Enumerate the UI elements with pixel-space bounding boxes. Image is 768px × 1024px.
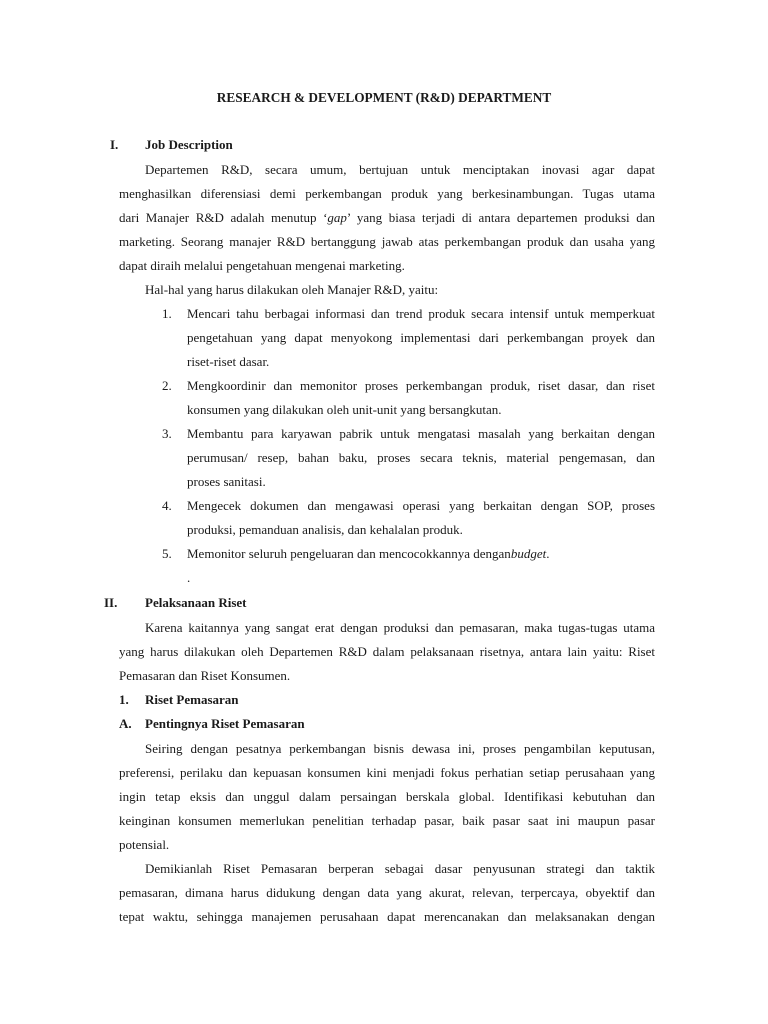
list-item-number: 1.: [162, 306, 172, 321]
list-item-number: 2.: [162, 378, 172, 393]
section-1-para1-line: dapat diraih melalui pengetahuan mengenai marketing.: [119, 258, 405, 273]
list-item-number: 5.: [162, 546, 172, 561]
section-2-para2-line: keinginan konsumen memerlukan penelitian terhadap pasar, baik pasar saat ini maupun pasar: [119, 813, 655, 828]
section-1-intro: Hal-hal yang harus dilakukan oleh Manajer R&D, yaitu:: [145, 282, 439, 297]
section-1-numeral: I.: [110, 137, 119, 152]
list-item-line: Membantu para karyawan pabrik untuk mengatasi masalah yang berkaitan dengan: [187, 426, 655, 441]
section-2-para3-line: pemasaran, dimana harus didukung dengan data yang akurat, relevan, terpercaya, obyektif dan: [119, 885, 655, 900]
section-2-para3-line: tepat waktu, sehingga manajemen perusahaan dapat merencanakan dan melaksanakan dengan: [119, 909, 655, 924]
section-2-para1-line: yang harus dilakukan oleh Departemen R&D dalam pelaksanaan risetnya, antara lain yaitu: Riset: [119, 644, 655, 659]
section-2-para1-line: Karena kaitannya yang sangat erat dengan produksi dan pemasaran, maka tugas-tugas utama: [145, 620, 655, 635]
section-2-para2-line: potensial.: [119, 837, 170, 852]
list-item-number: 3.: [162, 426, 172, 441]
section-2-heading: Pelaksanaan Riset: [145, 595, 247, 610]
list-item-line: produksi, pemanduan analisis, dan kehalalan produk.: [187, 522, 463, 537]
section-1-para1-line: Departemen R&D, secara umum, bertujuan untuk menciptakan inovasi agar dapat: [145, 162, 655, 177]
section-1-para1-line: menghasilkan diferensiasi demi perkembangan produk yang berkesinambungan. Tugas utama: [119, 186, 655, 201]
list-item-number: 4.: [162, 498, 172, 513]
list-item-line: Mengkoordinir dan memonitor proses perkembangan produk, riset dasar, dan riset: [187, 378, 655, 393]
list-item-line: Mencari tahu berbagai informasi dan trend produk secara intensif untuk memperkuat: [187, 306, 655, 321]
subsection-1-number: 1.: [119, 692, 129, 707]
list-item-line: konsumen yang dilakukan oleh unit-unit yang bersangkutan.: [187, 402, 502, 417]
section-1-para1-line: marketing. Seorang manajer R&D bertanggung jawab atas perkembangan produk dan usaha yang: [119, 234, 655, 249]
section-2-para2-line: preferensi, perilaku dan kepuasan konsumen kini menjadi fokus perhatian setiap perusahaan yang: [119, 765, 655, 780]
section-2-para2-line: Seiring dengan pesatnya perkembangan bisnis dewasa ini, proses pengambilan keputusan,: [145, 741, 655, 756]
list-item-line: Mengecek dokumen dan mengawasi operasi yang berkaitan dengan SOP, proses: [187, 498, 655, 513]
document-title: RESEARCH & DEVELOPMENT (R&D) DEPARTMENT: [216, 90, 552, 105]
subsection-a-heading: Pentingnya Riset Pemasaran: [145, 716, 305, 731]
list-item-line: proses sanitasi.: [187, 474, 266, 489]
list-item-line: riset-riset dasar.: [187, 354, 270, 369]
section-2-numeral: II.: [104, 595, 118, 610]
list-item-line: pengetahuan yang dapat menyokong implementasi dari perkembangan proyek dan: [187, 330, 655, 345]
list-item-line: perumusan/ resep, bahan baku, proses secara teknis, material pengemasan, dan: [187, 450, 655, 465]
section-2-para2-line: ingin tetap eksis dan unggul dalam persaingan berskala global. Identifikasi kebutuhan dan: [119, 789, 655, 804]
section-1-heading: Job Description: [145, 137, 233, 152]
list-item-line: Memonitor seluruh pengeluaran dan mencocokkannya denganbudget.: [187, 546, 550, 561]
subsection-a-letter: A.: [119, 716, 132, 731]
section-2-para3-line: Demikianlah Riset Pemasaran berperan sebagai dasar penyusunan strategi dan taktik: [145, 861, 655, 876]
trailing-dot: .: [187, 570, 191, 585]
subsection-1-heading: Riset Pemasaran: [145, 692, 239, 707]
section-1-para1-line: dari Manajer R&D adalah menutup ‘gap’ yang biasa terjadi di antara departemen produksi dan: [119, 210, 655, 225]
section-2-para1-line: Pemasaran dan Riset Konsumen.: [119, 668, 291, 683]
